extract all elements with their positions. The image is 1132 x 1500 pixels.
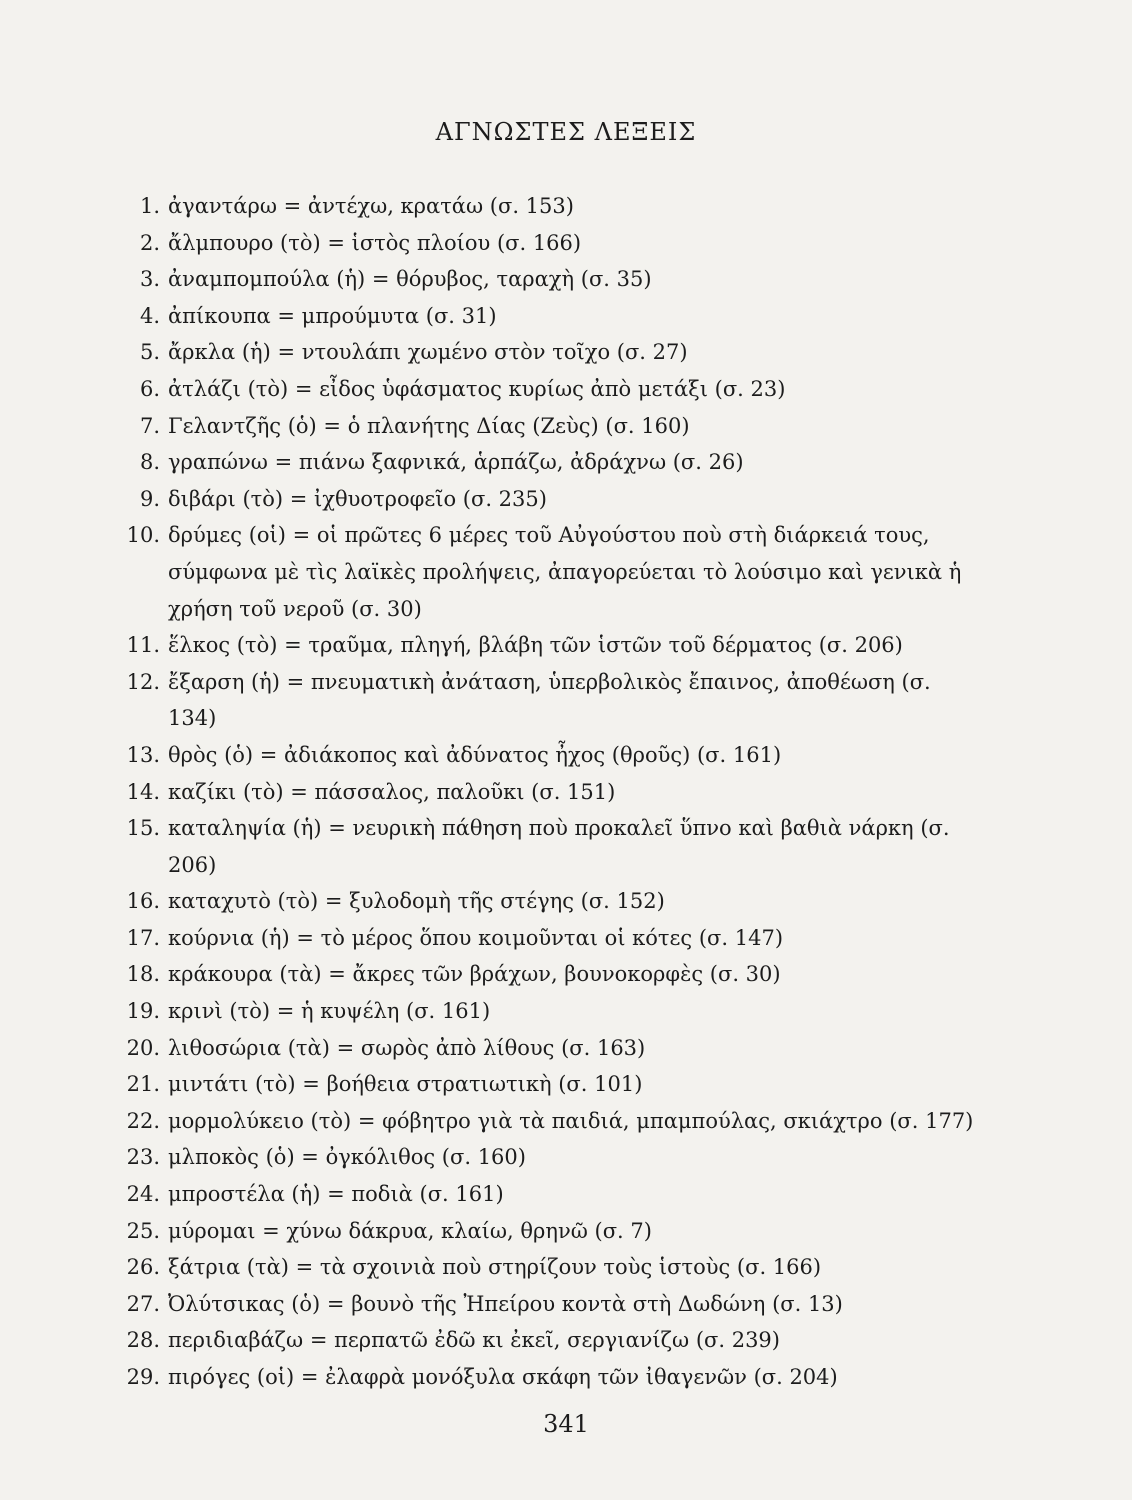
entry-text: ἀναμπομπούλα (ἡ) = θόρυβος, ταραχὴ (σ. 35): [168, 267, 652, 292]
entry-text: μπροστέλα (ἡ) = ποδιὰ (σ. 161): [168, 1182, 504, 1207]
glossary-entry: [112, 517, 982, 627]
entry-number: 26.: [126, 1255, 160, 1280]
entry-number: 11.: [126, 633, 160, 658]
glossary-entry: [112, 993, 982, 1030]
glossary-entry: [112, 1066, 982, 1103]
entry-number: 17.: [126, 925, 160, 950]
entry-text: ἔξαρση (ἡ) = πνευματικὴ ἀνάταση, ὑπερβολικὸς ἔπαινος, ἀποθέωση (σ. 134): [168, 669, 931, 731]
entry-text: μλποκὸς (ὁ) = ὀγκόλιθος (σ. 160): [168, 1145, 526, 1170]
entry-number: 13.: [126, 742, 160, 767]
entry-number: 27.: [126, 1291, 160, 1316]
entry-text: γραπώνω = πιάνω ξαφνικά, ἁρπάζω, ἀδράχνω (σ. 26): [168, 450, 744, 475]
entry-text: Γελαντζῆς (ὁ) = ὁ πλανήτης Δίας (Ζεὺς) (σ. 160): [168, 413, 690, 438]
entry-text: καταληψία (ἡ) = νευρικὴ πάθηση ποὺ προκαλεῖ ὕπνο καὶ βαθιὰ νάρκη (σ. 206): [168, 816, 950, 877]
entry-text: διβάρι (τὸ) = ἰχθυοτροφεῖο (σ. 235): [168, 486, 547, 511]
entry-number: 6.: [139, 376, 160, 401]
entry-number: 21.: [126, 1072, 160, 1097]
glossary-entry: [112, 883, 982, 920]
entry-text: κούρνια (ἡ) = τὸ μέρος ὅπου κοιμοῦνται οἱ κότες (σ. 147): [168, 925, 784, 950]
entry-number: 12.: [126, 669, 160, 694]
entry-number: 28.: [126, 1328, 160, 1353]
entry-text: δρύμες (οἱ) = οἱ πρῶτες 6 μέρες τοῦ Αὐγούστου ποὺ στὴ διάρκειά τους, σύμφωνα μὲ τὶς λαϊκὲς προλήψεις, ἀπαγορεύεται τὸ λούσιμο καὶ γενικὰ ἡ χρήση τοῦ νεροῦ (σ. 30): [168, 523, 962, 621]
glossary-entry: [112, 920, 982, 957]
glossary-entry: [112, 188, 982, 225]
glossary-entry: [112, 1176, 982, 1213]
glossary-entry: [112, 334, 982, 371]
entry-number: 10.: [126, 523, 160, 548]
glossary-entry: [112, 956, 982, 993]
glossary-entry: [112, 1103, 982, 1140]
glossary-entry: [112, 774, 982, 811]
entry-text: ἀτλάζι (τὸ) = εἶδος ὑφάσματος κυρίως ἀπὸ μετάξι (σ. 23): [168, 376, 786, 401]
entry-number: 25.: [126, 1218, 160, 1243]
glossary-entry: [112, 298, 982, 335]
entry-number: 16.: [126, 889, 160, 914]
entry-text: θρὸς (ὁ) = ἀδιάκοπος καὶ ἀδύνατος ἦχος (θροῦς) (σ. 161): [168, 742, 782, 767]
entry-text: περιδιαβάζω = περπατῶ ἐδῶ κι ἐκεῖ, σεργιανίζω (σ. 239): [168, 1328, 780, 1353]
entry-number: 8.: [139, 450, 160, 475]
glossary-entry: [112, 371, 982, 408]
glossary-entry: [112, 444, 982, 481]
entry-number: 23.: [126, 1145, 160, 1170]
entry-number: 14.: [126, 779, 160, 804]
entry-text: ἀπίκουπα = μπρούμυτα (σ. 31): [168, 303, 497, 328]
entry-text: ἄλμπουρο (τὸ) = ἱστὸς πλοίου (σ. 166): [168, 230, 582, 255]
entry-number: 24.: [126, 1182, 160, 1207]
entry-text: ἀγαντάρω = ἀντέχω, κρατάω (σ. 153): [168, 194, 574, 218]
glossary-entry: [112, 664, 982, 737]
entry-number: 2.: [139, 230, 160, 255]
entry-number: 3.: [139, 267, 160, 292]
glossary-entry: [112, 481, 982, 518]
glossary-entry: [112, 1139, 982, 1176]
glossary-entry: [112, 408, 982, 445]
glossary-entry: [112, 1249, 982, 1286]
entry-number: 4.: [139, 303, 160, 328]
entry-text: ἄρκλα (ἡ) = ντουλάπι χωμένο στὸν τοῖχο (σ. 27): [168, 340, 688, 365]
entry-text: λιθοσώρια (τὰ) = σωρὸς ἀπὸ λίθους (σ. 163): [168, 1035, 646, 1060]
entry-text: πιρόγες (οἱ) = ἐλαφρὰ μονόξυλα σκάφη τῶν ἰθαγενῶν (σ. 204): [168, 1365, 838, 1389]
entry-text: ἕλκος (τὸ) = τραῦμα, πληγή, βλάβη τῶν ἱστῶν τοῦ δέρματος (σ. 206): [168, 633, 903, 658]
entry-text: καταχυτὸ (τὸ) = ξυλοδομὴ τῆς στέγης (σ. 152): [168, 889, 665, 914]
entry-number: 1.: [139, 194, 160, 218]
page-number: 341: [543, 1410, 589, 1438]
entry-text: μορμολύκειο (τὸ) = φόβητρο γιὰ τὰ παιδιά, μπαμπούλας, σκιάχτρο (σ. 177): [168, 1108, 974, 1133]
glossary-list: [112, 188, 982, 1396]
glossary-entry: [112, 737, 982, 774]
entry-number: 29.: [126, 1365, 160, 1389]
entry-number: 20.: [126, 1035, 160, 1060]
entry-number: 5.: [139, 340, 160, 365]
entry-number: 15.: [126, 816, 160, 841]
entry-text: καζίκι (τὸ) = πάσσαλος, παλοῦκι (σ. 151): [168, 779, 616, 804]
glossary-entry: [112, 1322, 982, 1359]
entry-number: 18.: [126, 962, 160, 987]
page-title: ΑΓΝΩΣΤΕΣ ΛΕΞΕΙΣ: [435, 118, 697, 146]
glossary-entry: [112, 1030, 982, 1067]
entry-number: 19.: [126, 999, 160, 1024]
entry-text: κράκουρα (τὰ) = ἄκρες τῶν βράχων, βουνοκορφὲς (σ. 30): [168, 962, 781, 987]
entry-number: 9.: [139, 486, 160, 511]
glossary-entry: [112, 1286, 982, 1323]
glossary-entry: [112, 225, 982, 262]
entry-text: μιντάτι (τὸ) = βοήθεια στρατιωτικὴ (σ. 101): [168, 1072, 643, 1097]
glossary-entry: [112, 810, 982, 883]
glossary-entry: [112, 261, 982, 298]
entry-text: κρινὶ (τὸ) = ἡ κυψέλη (σ. 161): [168, 999, 491, 1024]
entry-number: 7.: [139, 413, 160, 438]
glossary-entry: [112, 1213, 982, 1250]
entry-text: ξάτρια (τὰ) = τὰ σχοινιὰ ποὺ στηρίζουν τοὺς ἱστοὺς (σ. 166): [168, 1255, 822, 1280]
glossary-entry: [112, 1359, 982, 1396]
glossary-entry: [112, 627, 982, 664]
entry-text: μύρομαι = χύνω δάκρυα, κλαίω, θρηνῶ (σ. 7): [168, 1218, 652, 1243]
entry-text: Ὀλύτσικας (ὁ) = βουνὸ τῆς Ἠπείρου κοντὰ στὴ Δωδώνη (σ. 13): [168, 1291, 843, 1316]
entry-number: 22.: [126, 1108, 160, 1133]
